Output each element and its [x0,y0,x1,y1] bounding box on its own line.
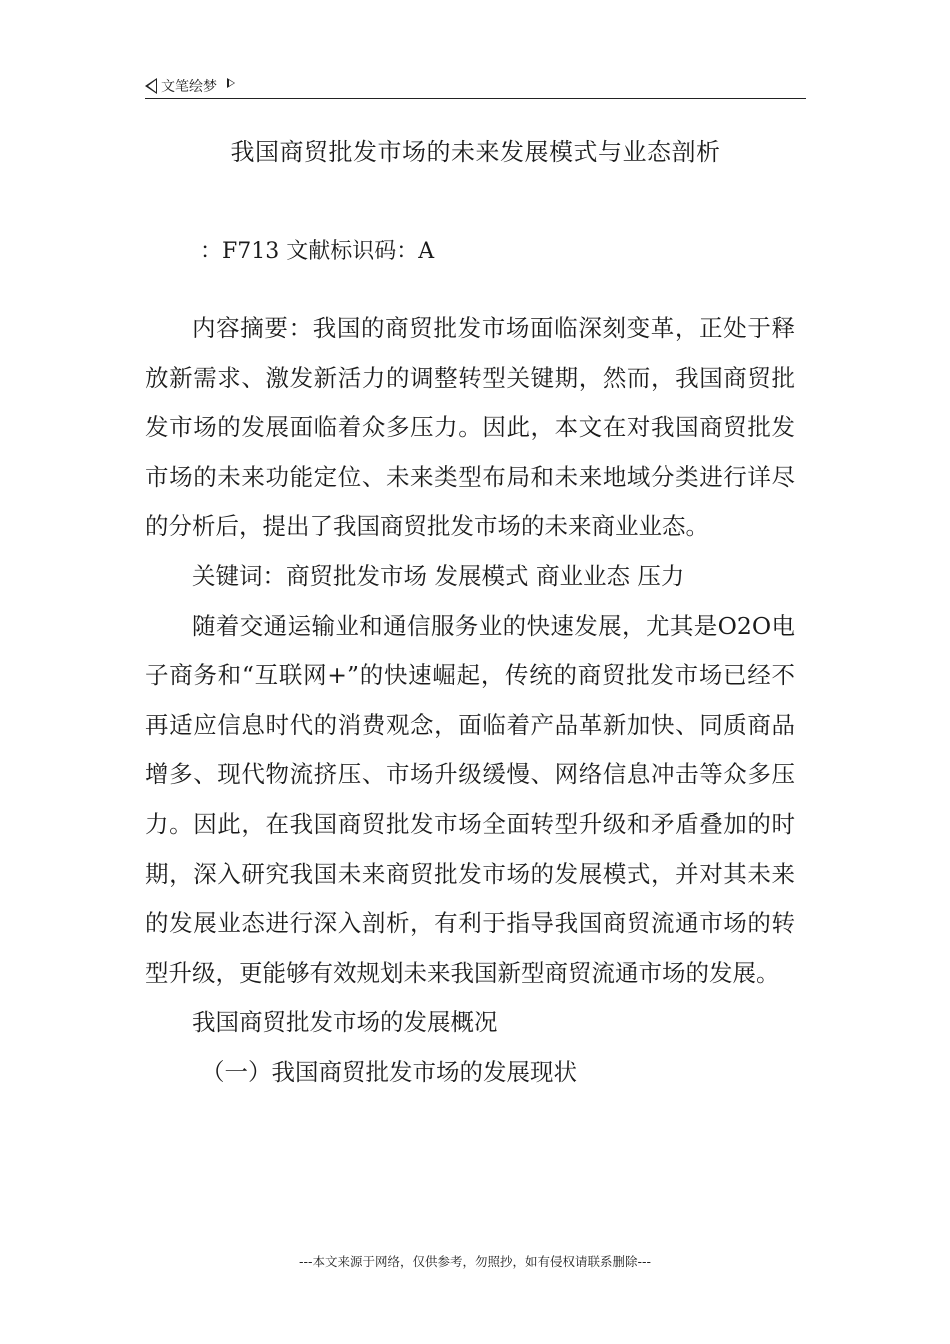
page-footer: ---本文来源于网络，仅供参考，勿照抄，如有侵权请联系删除--- [298,1254,652,1269]
section-heading: 我国商贸批发市场的发展概况 [192,1008,498,1037]
header-brand [145,76,235,96]
document-body [145,304,795,1098]
keywords-paragraph: 关键词：商贸批发市场 发展模式 商业业态 压力 [192,561,685,590]
triangle-right-icon [227,78,235,88]
intro-paragraph: 随着交通运输业和通信服务业的快速发展，尤其是O2O电子商务和“互联网+”的快速崛起，传统的商贸批发市场已经不再适应信息时代的消费观念，面临着产品革新加快、同质商品增多、现代物流挤压、市场升级缓慢、网络信息冲击等众多压力。因此，在我国商贸批发市场全面转型升级和矛盾叠加的时期，深入研究我国未来商贸批发市场的发展模式，并对其未来的发展业态进行深入剖析，有利于指导我国商贸流通市场的转型升级，更能够有效规划未来我国新型商贸流通市场的发展。 [145,611,795,987]
header-brand-text: 文笔绘梦 [161,79,217,95]
document-title: 我国商贸批发市场的未来发展模式与业态剖析 [230,138,721,166]
page-header [145,74,806,99]
subsection-heading: （一）我国商贸批发市场的发展现状 [201,1057,577,1086]
triangle-left-icon [145,78,157,94]
classification-line: ：F713 文献标识码：A [200,239,435,264]
abstract-paragraph: 内容摘要：我国的商贸批发市场面临深刻变革，正处于释放新需求、激发新活力的调整转型关键期，然而，我国商贸批发市场的发展面临着众多压力。因此，本文在对我国商贸批发市场的未来功能定位、未来类型布局和未来地域分类进行详尽的分析后，提出了我国商贸批发市场的未来商业业态。 [145,314,795,541]
